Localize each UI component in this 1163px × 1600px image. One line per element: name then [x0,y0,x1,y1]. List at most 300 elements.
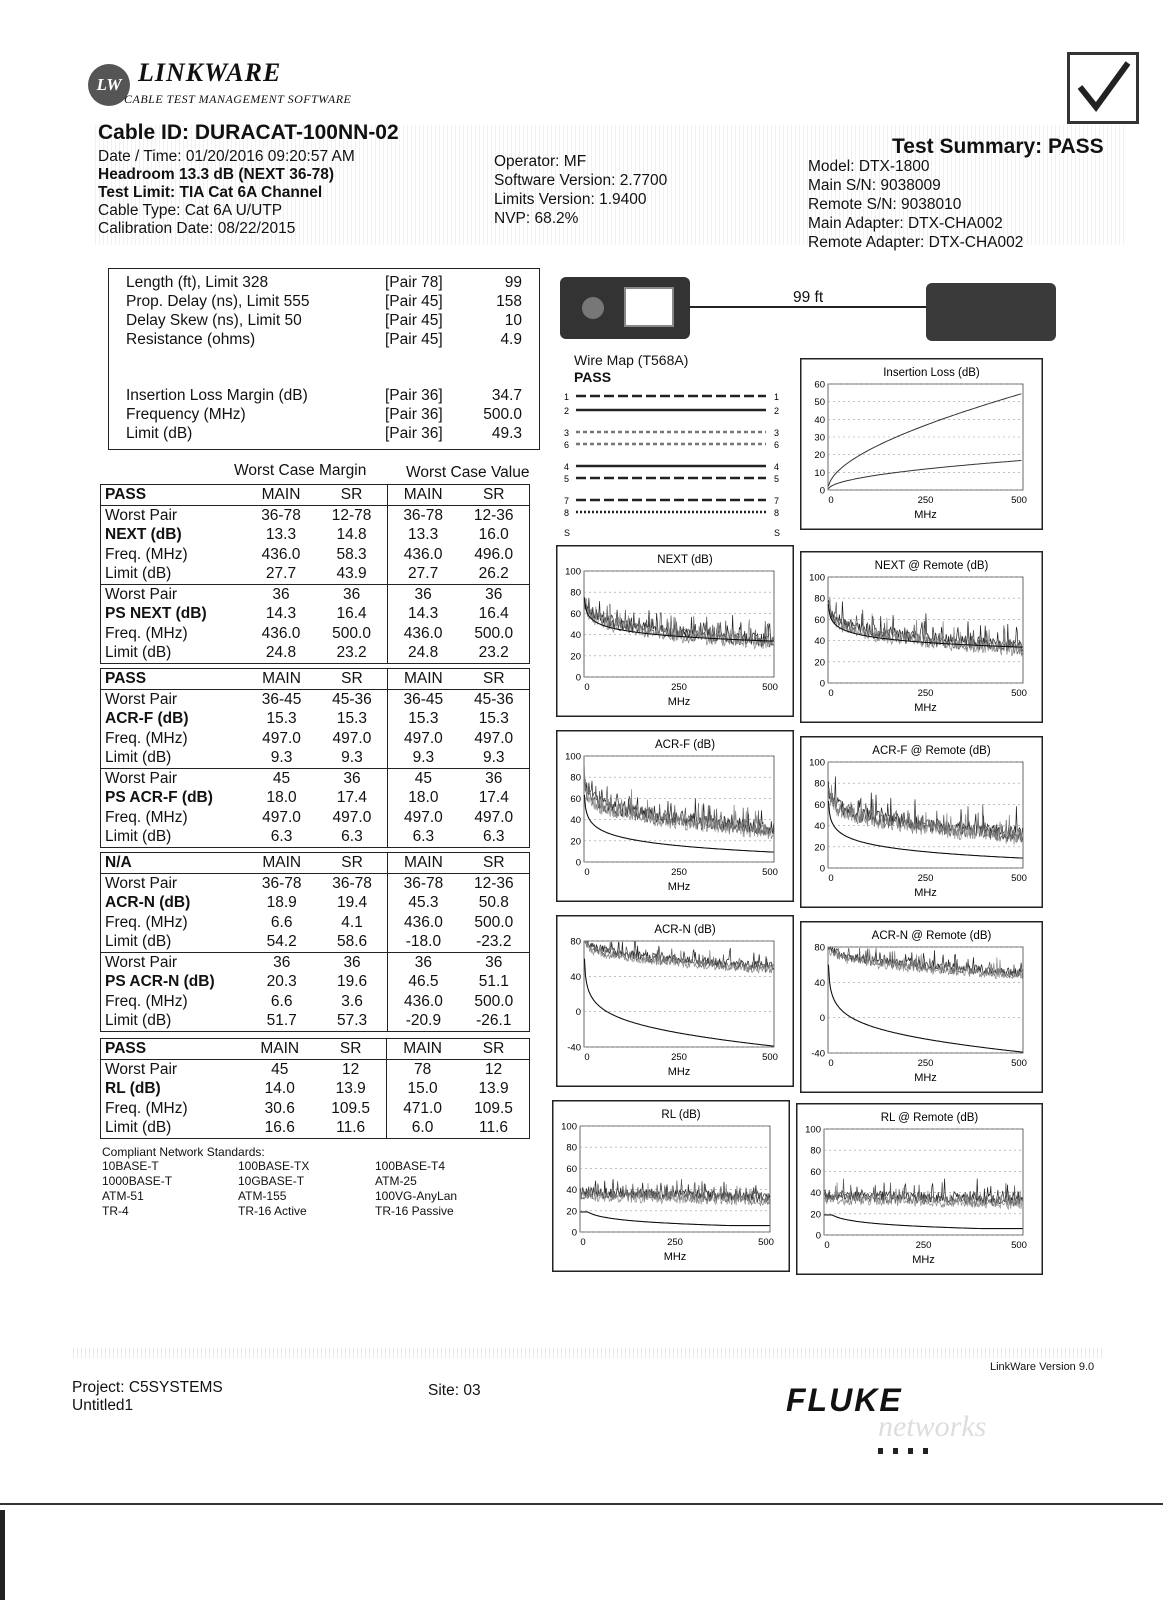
y-tick-label: 80 [814,942,825,954]
basic-pair: [Pair 45] [385,312,443,329]
basic-label: Frequency (MHz) [126,406,246,423]
cell-value: 78 [387,1059,458,1079]
plot-area [584,571,774,677]
cell-value: 14.3 [387,604,458,624]
y-tick-label: 0 [575,857,581,869]
cell-value: 15.0 [387,1079,458,1099]
cell-value: 45-36 [332,690,372,708]
wiremap-pin-left: 6 [564,440,570,450]
x-tick-label: 250 [917,495,934,506]
y-tick-label: 60 [566,1163,577,1175]
untitled: Untitled1 [72,1397,134,1414]
y-tick-label: 20 [570,651,581,663]
y-tick-label: -40 [811,1048,825,1060]
cell-value: 496.0 [474,545,514,563]
wiremap-pin-right: 8 [774,508,780,518]
row-label: Limit (dB) [105,749,172,767]
cell-value: 45-36 [473,690,514,708]
chart-title: ACR-F @ Remote (dB) [872,745,991,757]
row-label: Worst Pair [105,874,178,892]
row-label: RL (dB) [105,1080,161,1098]
col-sr-value: SR [458,485,529,506]
y-tick-label: 20 [814,657,825,669]
y-tick-label: 100 [809,572,825,584]
y-tick-label: 60 [814,614,825,626]
row-label: Freq. (MHz) [105,913,188,931]
row-label: Worst Pair [105,690,178,708]
y-tick-label: 80 [566,1142,577,1154]
cell-value: 16.6 [264,1119,295,1137]
basic-label: Resistance (ohms) [126,331,256,348]
cell-value: 436.0 [388,992,459,1012]
wiremap-diagram [560,388,790,538]
wiremap-pin-right: 5 [774,474,780,484]
cell-value: 45 [388,768,459,788]
chart-5 [800,736,1043,908]
worst-case-margin-header: Worst Case Margin [234,462,367,479]
basic-pair: [Pair 45] [385,293,443,310]
section-status: PASS [101,1039,245,1060]
cell-value: 436.0 [261,624,301,642]
cell-value: -26.1 [476,1012,512,1030]
cell-value: 51.1 [478,973,509,991]
cell-value: 12 [484,1060,503,1078]
cell-value: 19.4 [336,894,368,912]
cell-value: 24.8 [265,644,297,662]
footer-band [70,1348,1102,1358]
x-axis-label: MHz [914,702,937,714]
y-tick-label: 100 [561,1121,577,1133]
standard-item: ATM-155 [238,1189,287,1203]
wiremap-pin-right: 3 [774,428,780,438]
basic-pair: [Pair 36] [385,425,443,442]
worst-case-value-header: Worst Case Value [406,464,530,481]
main-unit-screen [624,287,674,327]
row-label: Limit (dB) [105,565,172,583]
cell-value: -20.9 [388,1011,459,1031]
cell-value: 471.0 [387,1099,458,1119]
cell-value: 12-78 [331,506,372,524]
cell-value: 57.3 [336,1012,368,1030]
y-tick-label: 40 [814,977,825,989]
x-tick-label: 500 [762,1052,778,1063]
basic-label: Delay Skew (ns), Limit 50 [126,312,302,329]
y-tick-label: 0 [575,1007,581,1019]
chart-8 [552,1100,790,1272]
limit-line [824,1215,1022,1229]
cell-value: 497.0 [388,729,459,749]
y-tick-label: 60 [814,379,825,391]
col-sr-value: SR [458,1039,529,1060]
cell-value: 497.0 [388,808,459,828]
y-tick-label: -40 [567,1042,581,1054]
cell-value: 6.6 [270,913,293,931]
x-tick-label: 0 [584,867,590,878]
wiremap-pin-left: S [564,528,571,538]
row-label: PS ACR-F (dB) [105,789,213,807]
chart-title: NEXT @ Remote (dB) [874,560,989,572]
basic-value: 10 [504,312,522,329]
y-tick-label: 60 [570,793,581,805]
col-main-value: MAIN [387,485,458,506]
chart-title: ACR-N (dB) [654,924,716,936]
cell-value: 36 [317,768,388,788]
standard-item: TR-16 Active [238,1204,307,1218]
col-sr-value: SR [459,669,530,690]
y-tick-label: 10 [814,467,825,479]
model: Model: DTX-1800 [808,158,930,175]
x-tick-label: 250 [671,1052,687,1063]
cell-value: 109.5 [331,1099,371,1117]
y-tick-label: 40 [814,636,825,648]
row-label: Freq. (MHz) [105,992,188,1010]
pass-checkmark-icon [1067,52,1139,124]
x-tick-label: 500 [1011,495,1027,506]
cell-value: 26.2 [478,565,509,583]
cell-value: 45.3 [388,893,459,913]
row-label: Worst Pair [101,768,247,788]
cell-value: 16.0 [478,526,509,544]
cell-value: 30.6 [264,1099,295,1117]
row-label: PS ACR-N (dB) [105,973,215,991]
y-tick-label: 30 [814,432,825,444]
x-tick-label: 250 [671,682,687,693]
fluke-logo: FLUKE [786,1382,903,1418]
x-tick-label: 250 [915,1240,932,1251]
cell-value: 497.0 [262,729,301,747]
y-tick-label: 100 [809,757,825,769]
row-label: Worst Pair [101,952,247,972]
cell-value: 15.3 [478,710,509,728]
cell-value: 500.0 [474,913,514,931]
cell-value: 19.6 [336,973,368,991]
cell-value: 18.9 [266,894,297,912]
x-tick-label: 0 [828,495,834,506]
y-tick-label: 0 [575,672,581,684]
standard-item: 10BASE-T [102,1159,159,1173]
wiremap-pin-right: 6 [774,440,780,450]
standard-item: 1000BASE-T [102,1174,173,1188]
x-tick-label: 0 [580,1237,586,1248]
cell-value: 9.3 [483,749,505,767]
cell-value: -18.0 [388,932,459,952]
cell-value: 500.0 [474,624,514,642]
cell-value: 17.4 [478,789,509,807]
y-tick-label: 40 [566,1185,577,1197]
cell-value: 6.3 [388,827,459,847]
cell-value: 9.3 [270,749,293,767]
chart-title: Insertion Loss (dB) [883,367,980,379]
chart-title: ACR-F (dB) [654,739,716,751]
wiremap-pin-left: 4 [564,462,570,472]
chart-6 [556,915,794,1087]
cell-value: 14.0 [264,1080,295,1098]
cell-value: 58.3 [336,545,367,563]
row-label: Limit (dB) [105,828,172,846]
x-tick-label: 0 [584,682,590,693]
chart-1 [800,358,1043,530]
linkware-logo-badge: LW [88,64,130,106]
x-tick-label: 250 [917,688,934,699]
cell-value: 36-45 [261,690,302,708]
x-tick-label: 0 [828,873,834,884]
basic-value: 4.9 [500,331,522,348]
cell-value: 36 [316,584,387,604]
cell-value: 13.9 [335,1080,366,1098]
standards-title: Compliant Network Standards: [102,1145,265,1159]
y-tick-label: 100 [805,1124,821,1136]
wiremap-title: Wire Map (T568A) [574,352,689,368]
y-tick-label: 100 [565,751,581,763]
basic-label: Prop. Delay (ns), Limit 555 [126,293,310,310]
basic-value: 158 [496,293,522,310]
chart-title: ACR-N @ Remote (dB) [871,930,992,942]
wiremap-pin-right: 4 [774,462,780,472]
row-label: Freq. (MHz) [105,729,188,747]
wiremap-pin-right: S [774,528,781,538]
limit-line [580,1212,769,1226]
cell-value: 497.0 [474,808,514,826]
cell-value: 12 [342,1060,360,1078]
cell-value: 6.3 [483,828,505,846]
chart-3 [800,551,1043,723]
standard-item: 10GBASE-T [238,1174,305,1188]
networks-dots [878,1448,938,1454]
y-tick-label: 0 [815,1230,821,1242]
cell-value: 17.4 [336,789,368,807]
basic-pair: [Pair 36] [385,406,443,423]
chart-title: RL @ Remote (dB) [880,1112,979,1124]
x-tick-label: 500 [758,1237,774,1248]
basic-value: 34.7 [491,387,522,404]
col-main-value: MAIN [388,669,459,690]
cell-value: 36 [388,952,459,972]
cell-value: 36-78 [332,874,372,892]
linkware-version: LinkWare Version 9.0 [990,1361,1095,1373]
plot-area [584,941,774,1047]
col-sr-margin: SR [317,853,388,874]
result-table-1 [100,484,530,664]
chart-9 [796,1103,1043,1275]
basic-value: 99 [504,274,522,291]
y-tick-label: 0 [571,1227,577,1239]
basic-label: Limit (dB) [126,425,193,442]
x-tick-label: 0 [584,1052,590,1063]
row-label: Worst Pair [105,506,178,524]
y-tick-label: 60 [810,1166,821,1178]
cell-value: 36 [247,952,317,972]
x-axis-label: MHz [667,881,691,893]
x-tick-label: 0 [828,688,834,699]
test-summary: Test Summary: PASS [892,135,1104,158]
basic-value: 500.0 [483,406,522,423]
linkware-logo-name: LINKWARE [138,58,282,87]
cell-value: 497.0 [474,729,514,747]
y-tick-label: 20 [814,842,825,854]
col-sr-margin: SR [315,1039,386,1060]
main-unit-image [560,277,690,339]
cable-length: 99 ft [793,289,824,306]
y-tick-label: 40 [810,1188,821,1200]
y-tick-label: 60 [570,608,581,620]
cell-value: 6.6 [270,992,293,1010]
standard-item: 100BASE-TX [238,1159,310,1173]
row-label: NEXT (dB) [105,526,182,544]
cell-value: 13.9 [478,1080,509,1098]
col-main-margin: MAIN [244,1039,315,1060]
y-tick-label: 100 [565,566,581,578]
limits-version: Limits Version: 1.9400 [494,191,647,208]
basic-label: Length (ft), Limit 328 [126,274,269,291]
row-label: Limit (dB) [105,1012,172,1030]
y-tick-label: 20 [570,836,581,848]
y-tick-label: 80 [570,587,581,599]
cell-value: 497.0 [332,729,372,747]
main-adapter: Main Adapter: DTX-CHA002 [808,215,1003,232]
cell-value: 45 [246,768,316,788]
cell-value: 436.0 [388,913,459,933]
col-main-value: MAIN [388,853,459,874]
wiremap-pin-left: 7 [564,496,570,506]
cell-value: 36 [246,584,317,604]
cell-value: 13.3 [387,525,458,545]
cell-value: 16.4 [478,605,509,623]
cell-value: 36 [459,952,530,972]
col-main-margin: MAIN [247,853,317,874]
row-label: Limit (dB) [105,933,172,951]
chart-title: RL (dB) [661,1109,701,1121]
y-tick-label: 0 [819,678,825,690]
y-tick-label: 40 [814,821,825,833]
x-tick-label: 250 [917,873,934,884]
wiremap-pin-left: 2 [564,406,570,416]
cell-value: 11.6 [479,1119,509,1137]
y-tick-label: 0 [819,485,825,497]
x-tick-label: 500 [762,682,778,693]
y-tick-label: 80 [570,936,581,948]
cell-value: 24.8 [387,643,458,663]
y-tick-label: 0 [819,863,825,875]
col-main-margin: MAIN [246,485,317,506]
row-label: ACR-F (dB) [105,710,189,728]
x-axis-label: MHz [914,509,937,521]
standard-item: 100VG-AnyLan [375,1189,458,1203]
measured-line [828,461,1021,489]
cell-value: 497.0 [332,808,372,826]
row-label: Limit (dB) [105,1119,172,1137]
remote-sn: Remote S/N: 9038010 [808,196,962,213]
x-tick-label: 500 [1011,873,1027,884]
limit-line [584,959,773,1046]
y-tick-label: 50 [814,397,825,409]
cell-value: 6.0 [387,1118,458,1138]
y-tick-label: 40 [570,630,581,642]
site: Site: 03 [428,1382,481,1399]
row-label: PS NEXT (dB) [105,605,207,623]
col-sr-margin: SR [317,669,388,690]
calibration-date: Calibration Date: 08/22/2015 [98,220,296,237]
pair-trace [584,942,773,972]
row-label: Freq. (MHz) [105,545,188,563]
y-tick-label: 20 [566,1206,577,1218]
cell-value: 12-36 [473,874,514,892]
y-tick-label: 20 [810,1209,821,1221]
cell-value: 11.6 [336,1119,366,1137]
section-status: N/A [101,853,247,874]
chart-4 [556,730,794,902]
y-tick-label: 40 [570,971,581,983]
wiremap-pin-left: 5 [564,474,570,484]
y-tick-label: 80 [570,772,581,784]
cell-value: 497.0 [262,808,301,826]
cell-value: 13.3 [265,526,297,544]
cell-value: 27.7 [265,565,297,583]
y-tick-label: 0 [819,1013,825,1025]
standard-item: 100BASE-T4 [375,1159,446,1173]
row-label: Limit (dB) [105,644,172,662]
networks-logo: networks [878,1410,987,1443]
x-tick-label: 500 [1011,1240,1027,1251]
y-tick-label: 40 [570,815,581,827]
cell-value: 36 [459,768,530,788]
basic-value: 49.3 [491,425,522,442]
cell-value: 436.0 [387,624,458,644]
cell-value: 46.5 [388,972,459,992]
cell-value: 14.8 [336,526,367,544]
cell-value: 500.0 [332,624,371,642]
cell-value: 3.6 [341,992,363,1010]
x-axis-label: MHz [663,1251,687,1263]
cell-value: 109.5 [474,1099,513,1117]
cell-value: 6.3 [270,828,293,846]
row-label: Freq. (MHz) [105,808,188,826]
wiremap-pin-left: 1 [564,392,570,402]
cell-value: 36-45 [388,689,459,709]
result-table-3 [100,852,530,1032]
cell-value: 436.0 [261,545,301,563]
cell-value: 23.2 [478,644,509,662]
wiremap-pin-right: 1 [774,392,780,402]
wiremap-pin-left: 8 [564,508,570,518]
cell-value: 12-36 [473,506,514,524]
cell-value: 18.0 [266,789,297,807]
cable-id: Cable ID: DURACAT-100NN-02 [98,121,399,144]
cell-value: 36-78 [387,505,458,525]
cell-value: 36 [387,584,458,604]
chart-7 [800,921,1043,1093]
plot-area [580,1126,770,1232]
wiremap-pin-right: 7 [774,496,780,506]
plot-area [824,1129,1023,1235]
page-edge-shadow [0,1510,5,1600]
x-axis-label: MHz [912,1254,935,1266]
project: Project: C5SYSTEMS [72,1379,223,1396]
wiremap-status: PASS [574,369,612,385]
cell-value: 58.6 [336,933,368,951]
standard-item: ATM-25 [375,1174,417,1188]
cell-value: 50.8 [478,894,509,912]
standard-item: TR-4 [102,1204,129,1218]
y-tick-label: 60 [814,799,825,811]
x-tick-label: 250 [917,1058,934,1069]
cell-value: 20.3 [266,973,297,991]
cell-value: 436.0 [387,545,458,565]
cell-value: 15.3 [266,710,297,728]
x-axis-label: MHz [914,887,937,899]
row-label: Worst Pair [101,584,246,604]
y-tick-label: 40 [814,414,825,426]
standard-item: TR-16 Passive [375,1204,454,1218]
